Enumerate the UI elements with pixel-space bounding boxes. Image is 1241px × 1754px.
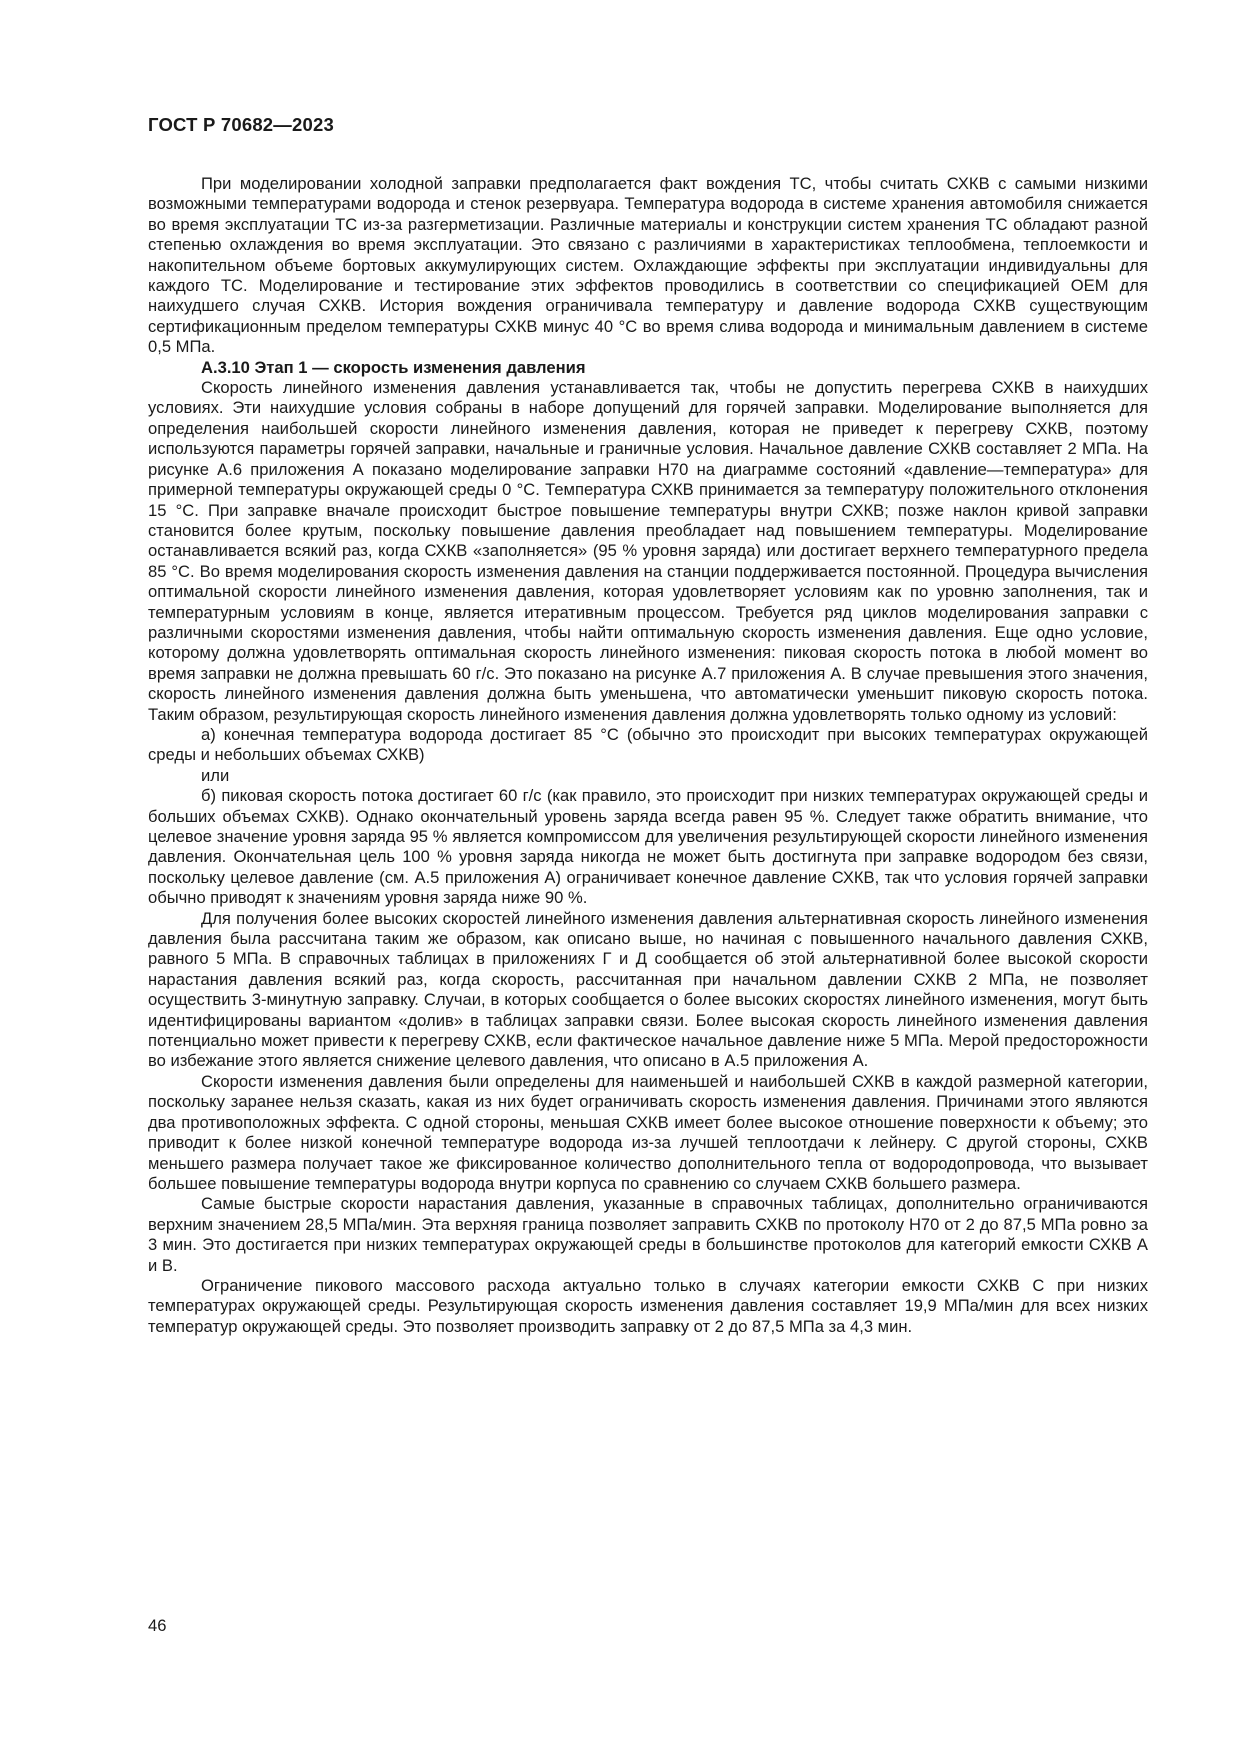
list-separator-or: или (201, 765, 230, 785)
paragraph-upper-limit: Самые быстрые скорости нарастания давления, указанные в справочных таблицах, дополнительно ограничиваются верхним значением 28,5 МПа/мин. Эта верхняя граница позволяет заправить СХКВ по протоколу Н70 от 2 до 87,5 МПа ровно за 3 мин. Это достигается при низких температурах окружающей среды в большинстве протоколов для категорий емкости СХКВ А и В. (148, 1194, 1148, 1275)
document-header: ГОСТ Р 70682—2023 (148, 114, 334, 135)
document-body (148, 174, 1148, 1337)
page-number: 46 (148, 1616, 167, 1635)
paragraph-peak-flow: Ограничение пикового массового расхода актуально только в случаях категории емкости СХКВ С при низких температурах окружающей среды. Результирующая скорость изменения давления составляет 19,9 МПа/мин для всех низких температур окружающей среды. Это позволяет производить заправку от 2 до 87,5 МПа за 4,3 мин. (148, 1275, 1148, 1336)
paragraph-size-categories: Скорости изменения давления были определены для наименьшей и наибольшей СХКВ в каждой размерной категории, поскольку заранее нельзя сказать, какая из них будет ограничивать скорость изменения давления. Причинами этого являются два противоположных эффекта. С одной стороны, меньшая СХКВ имеет более высокое отношение поверхности к объему; это приводит к более низкой конечной температуре водорода из-за лучшей теплоотдачи к лейнеру. С другой стороны, СХКВ меньшего размера получает такое же фиксированное количество дополнительного тепла от водородопровода, что вызывает большее повышение температуры водорода внутри корпуса по сравнению со случаем СХКВ большего размера. (148, 1071, 1148, 1193)
list-item-a: а) конечная температура водорода достигает 85 °С (обычно это происходит при высоких температурах окружающей среды и небольших объемах СХКВ) (148, 724, 1148, 765)
section-heading: А.3.10 Этап 1 — скорость изменения давления (201, 357, 586, 377)
paragraph-cold-fill: При моделировании холодной заправки предполагается факт вождения ТС, чтобы считать СХКВ с самыми низкими возможными температурами водорода и стенок резервуара. Температура водорода в системе хранения автомобиля снижается во время эксплуатации ТС из-за разгерметизации. Различные материалы и конструкции систем хранения ТС обладают разной степенью охлаждения во время эксплуатации. Это связано с различиями в характеристиках теплообмена, теплоемкости и накопительном объеме бортовых аккумулирующих систем. Охлаждающие эффекты при эксплуатации индивидуальны для каждого ТС. Моделирование и тестирование этих эффектов проводились в соответствии со спецификацией OEM для наихудшего случая СХКВ. История вождения ограничивала температуру и давление водорода СХКВ существующим сертификационным пределом температуры СХКВ минус 40 °С во время слива водорода и минимальным давлением в системе 0,5 МПа. (148, 174, 1148, 357)
paragraph-alternative-ramp: Для получения более высоких скоростей линейного изменения давления альтернативная скорость линейного изменения давления была рассчитана таким же образом, как описано выше, но начиная с повышенного начального давления СХКВ, равного 5 МПа. В справочных таблицах в приложениях Г и Д сообщается об этой альтернативной более высокой скорости нарастания давления всякий раз, когда скорость, рассчитанная при начальном давлении СХКВ 2 МПа, не позволяет осуществить 3-минутную заправку. Случаи, в которых сообщается о более высоких скоростях линейного изменения, могут быть идентифицированы вариантом «долив» в таблицах заправки связи. Более высокая скорость линейного изменения давления потенциально может привести к перегреву СХКВ, если фактическое начальное давление ниже 5 МПа. Мерой предосторожности во избежание этого является снижение целевого давления, что описано в А.5 приложения А. (148, 908, 1148, 1071)
list-item-b: б) пиковая скорость потока достигает 60 г/с (как правило, это происходит при низких температурах окружающей среды и больших объемах СХКВ). Однако окончательный уровень заряда всегда равен 95 %. Следует также обратить внимание, что целевое значение уровня заряда 95 % является компромиссом для увеличения результирующей скорости линейного изменения давления. Окончательная цель 100 % уровня заряда никогда не может быть достигнута при заправке водородом без связи, поскольку целевое давление (см. А.5 приложения А) ограничивает конечное давление СХКВ, так что условия горячей заправки обычно приводят к значениям уровня заряда ниже 90 %. (148, 786, 1148, 908)
paragraph-ramp-rate: Скорость линейного изменения давления устанавливается так, чтобы не допустить перегрева СХКВ в наихудших условиях. Эти наихудшие условия собраны в наборе допущений для горячей заправки. Моделирование выполняется для определения наибольшей скорости линейного изменения давления, которая не приведет к перегреву СХКВ, поэтому используются параметры горячей заправки, начальные и граничные условия. Начальное давление СХКВ составляет 2 МПа. На рисунке А.6 приложения А показано моделирование заправки Н70 на диаграмме состояний «давление—температура» для примерной температуры окружающей среды 0 °С. Температура СХКВ принимается за температуру положительного отклонения 15 °С. При заправке вначале происходит быстрое повышение температуры внутри СХКВ; позже наклон кривой заправки становится более крутым, поскольку повышение давления преобладает над повышением температуры. Моделирование останавливается всякий раз, когда СХКВ «заполняется» (95 % уровня заряда) или достигает верхнего температурного предела 85 °С. Во время моделирования скорость изменения давления на станции поддерживается постоянной. Процедура вычисления оптимальной скорости линейного изменения давления, которая удовлетворяет условиям как по уровню заполнения, так и температурным условиям в конце, является итеративным процессом. Требуется ряд циклов моделирования заправки с различными скоростями изменения давления, чтобы найти оптимальную скорость изменения давления. Еще одно условие, которому должна удовлетворять оптимальная скорость линейного изменения: пиковая скорость потока в любой момент во время заправки не должна превышать 60 г/с. Это показано на рисунке А.7 приложения А. В случае превышения этого значения, скорость линейного изменения давления должна быть уменьшена, что автоматически уменьшит пиковую скорость потока. Таким образом, результирующая скорость линейного изменения давления должна удовлетворять только одному из условий: (148, 378, 1148, 724)
